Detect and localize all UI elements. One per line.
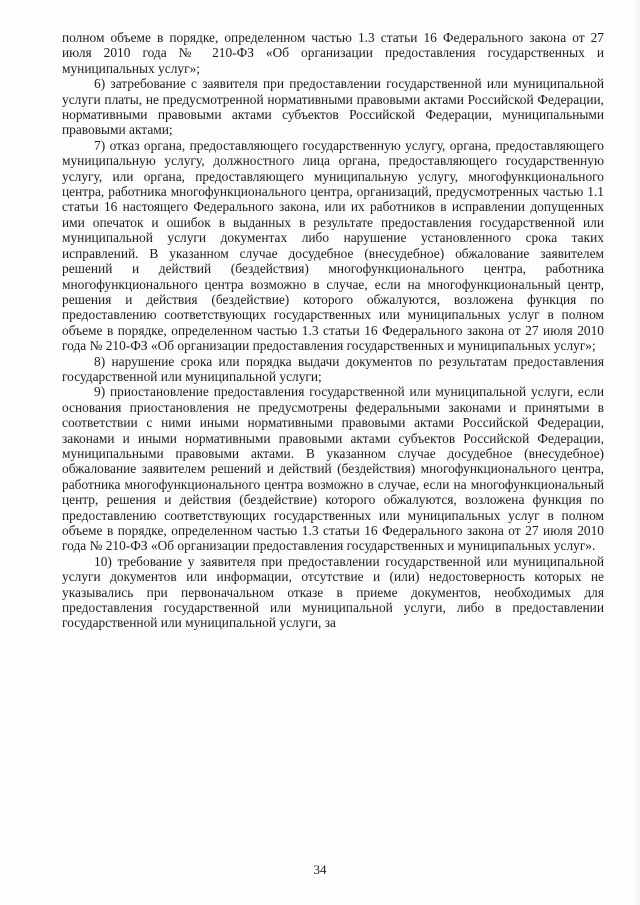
scan-edge-shadow — [634, 0, 640, 905]
paragraph-item-8: 8) нарушение срока или порядка выдачи документов по результатам предоставления государственной или муниципальной услуги; — [62, 353, 604, 384]
document-body — [62, 30, 604, 631]
paragraph-item-6: 6) затребование с заявителя при предоставлении государственной или муниципальной услуги платы, не предусмотренной нормативными правовыми актами Российской Федерации, нормативными правовыми актами субъектов Российской Федерации, муниципальными правовыми актами; — [62, 76, 604, 138]
paragraph-item-9: 9) приостановление предоставления государственной или муниципальной услуги, если основания приостановления не предусмотрены федеральными законами и принятыми в соответствии с ними иными нормативными правовыми актами Российской Федерации, законами и иными нормативными правовыми актами субъектов Российской Федерации, муниципальными правовыми актами. В указанном случае досудебное (внесудебное) обжалование заявителем решений и действий (бездействия) многофункционального центра, работника многофункционального центра возможно в случае, если на многофункциональный центр, решения и действия (бездействие) которого обжалуются, возложена функция по предоставлению соответствующих государственных или муниципальных услуг в полном объеме в порядке, определенном частью 1.3 статьи 16 Федерального закона от 27 июля 2010 года № 210-ФЗ «Об организации предоставления государственных и муниципальных услуг». — [62, 384, 604, 554]
paragraph-item-10: 10) требование у заявителя при предоставлении государственной или муниципальной услуги документов или информации, отсутствие и (или) недостоверность которых не указывались при первоначальном отказе в приеме документов, необходимых для предоставления государственной или муниципальной услуги, либо в предоставлении государственной или муниципальной услуги, за — [62, 553, 604, 631]
paragraph-item-7: 7) отказ органа, предоставляющего государственную услугу, органа, предоставляющего муниципальную услугу, должностного лица органа, предоставляющего государственную услугу, или органа, предоставляющего муниципальную услугу, многофункционального центра, работника многофункционального центра, организаций, предусмотренных частью 1.1 статьи 16 настоящего Федерального закона, или их работников в исправлении допущенных ими опечаток и ошибок в выданных в результате предоставления государственной или муниципальной услуги документах либо нарушение установленного срока таких исправлений. В указанном случае досудебное (внесудебное) обжалование заявителем решений и действий (бездействия) многофункционального центра, работника многофункционального центра возможно в случае, если на многофункциональный центр, решения и действия (бездействие) которого обжалуются, возложена функция по предоставлению соответствующих государственных или муниципальных услуг в полном объеме в порядке, определенном частью 1.3 статьи 16 Федерального закона от 27 июля 2010 года № 210-ФЗ «Об организации предоставления государственных и муниципальных услуг»; — [62, 137, 604, 354]
page-number: 34 — [313, 862, 327, 877]
paragraph-continuation: полном объеме в порядке, определенном частью 1.3 статьи 16 Федерального закона от 27 июля 2010 года № 210-ФЗ «Об организации предоставления государственных и муниципальных услуг»; — [62, 30, 604, 76]
